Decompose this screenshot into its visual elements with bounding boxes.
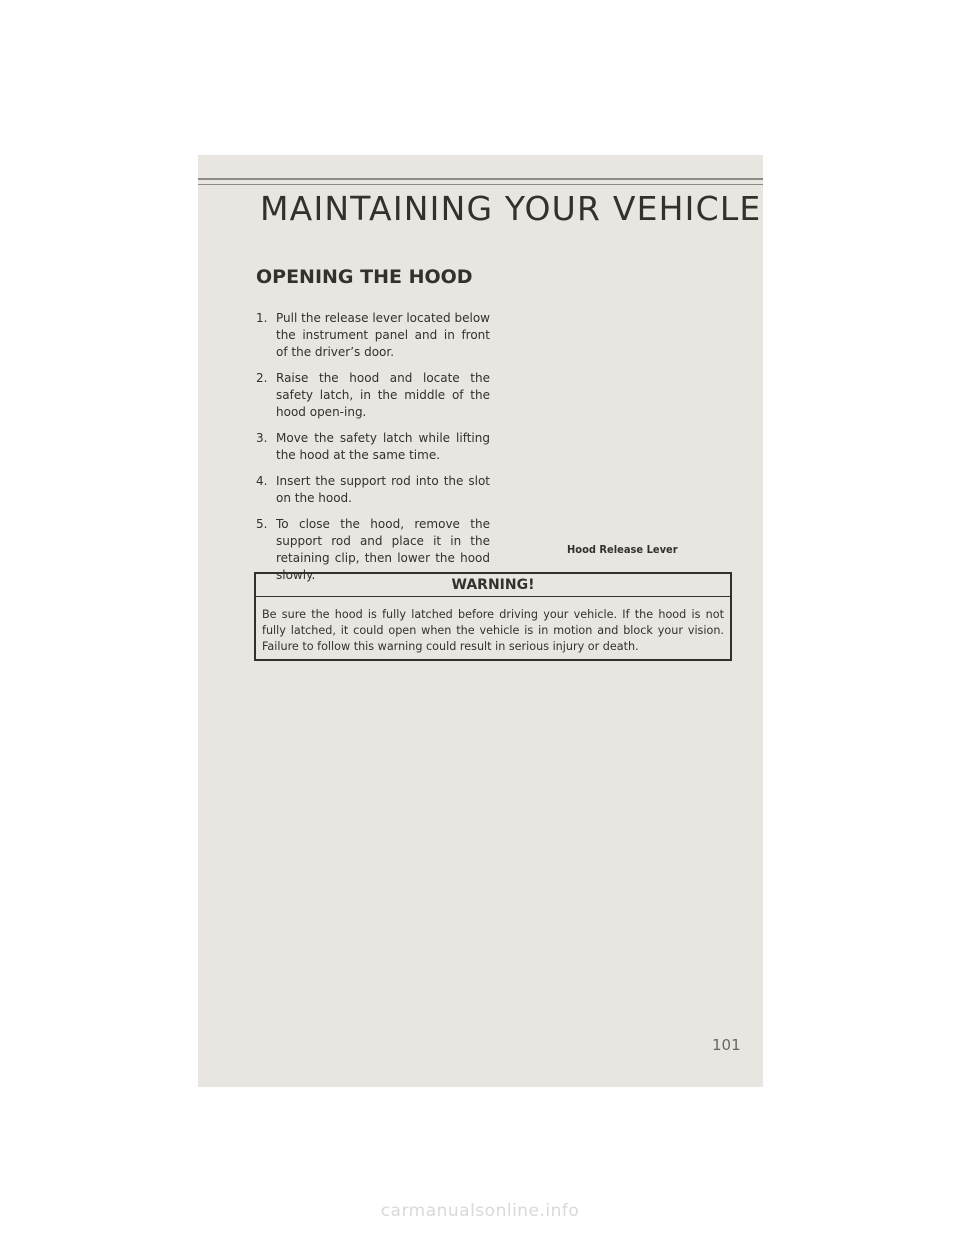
warning-box [254, 572, 732, 661]
step-number: 2. [256, 371, 268, 385]
step-text: Raise the hood and locate the safety latch, in the middle of the hood open-ing. [276, 371, 490, 419]
steps-list [256, 310, 490, 593]
step-number: 4. [256, 474, 268, 488]
article-title: OPENING THE HOOD [256, 266, 473, 288]
step-text: Move the safety latch while lifting the hood at the same time. [276, 431, 490, 462]
section-header: MAINTAINING YOUR VEHICLE [260, 189, 762, 228]
figure-caption: Hood Release Lever [567, 543, 678, 556]
step-item [256, 370, 490, 421]
header-rule-bottom [198, 184, 763, 185]
manual-page [198, 155, 763, 1087]
warning-body: Be sure the hood is fully latched before driving your vehicle. If the hood is not fully latched, it could open when the vehicle is in motion and block your vision. Failure to follow this warning could result in serious injury or death. [262, 608, 724, 653]
step-text: To close the hood, remove the support rod and place it in the retaining clip, then lower the hood slowly. [276, 517, 490, 582]
step-number: 5. [256, 517, 268, 531]
watermark: carmanualsonline.info [380, 1201, 580, 1221]
step-number: 3. [256, 431, 268, 445]
step-text: Insert the support rod into the slot on the hood. [276, 474, 490, 505]
step-item [256, 430, 490, 464]
step-item [256, 310, 490, 361]
header-rule-top [198, 178, 763, 180]
step-item [256, 473, 490, 507]
step-text: Pull the release lever located below the instrument panel and in front of the driver’s door. [276, 311, 490, 359]
page-number: 101 [712, 1036, 741, 1054]
warning-title: WARNING! [256, 574, 730, 597]
step-number: 1. [256, 311, 268, 325]
